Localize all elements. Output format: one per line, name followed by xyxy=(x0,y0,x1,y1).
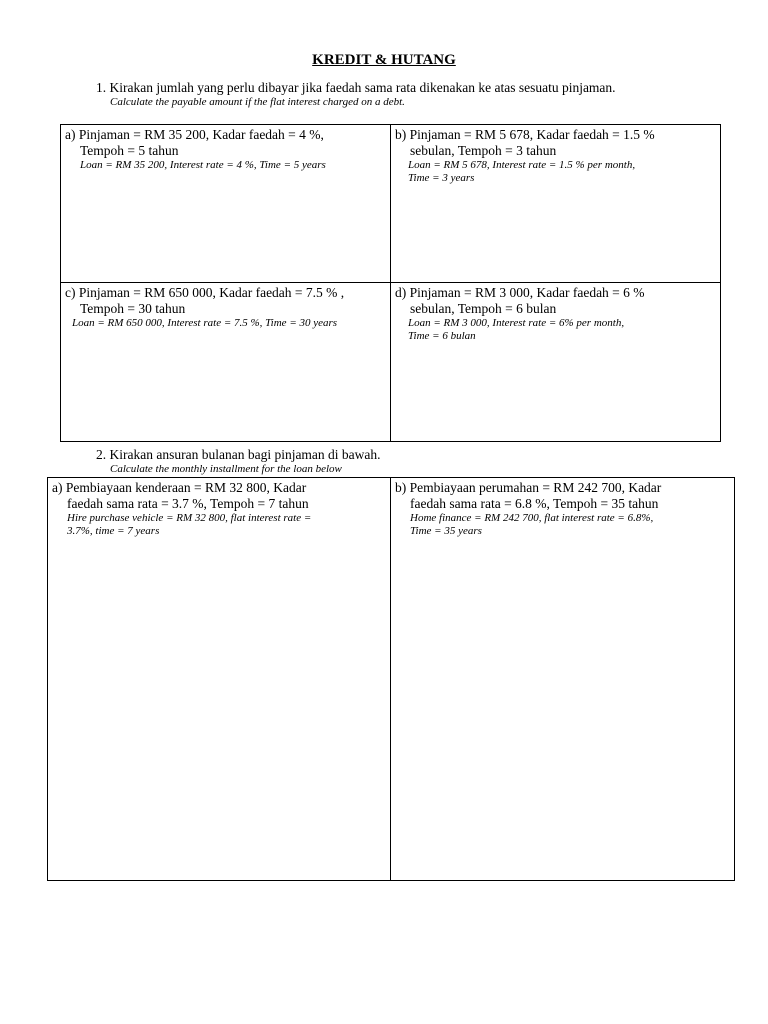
answer-box-2b[interactable] xyxy=(391,478,734,880)
item-2a-line2: faedah sama rata = 3.7 %, Tempoh = 7 tahun xyxy=(67,496,309,511)
item-2a-line1: a) Pembiayaan kenderaan = RM 32 800, Kadar xyxy=(52,480,307,495)
question-2-answer-grid xyxy=(47,477,735,881)
answer-box-1b[interactable] xyxy=(391,125,720,283)
question-1-translation: Calculate the payable amount if the flat interest charged on a debt. xyxy=(110,96,405,108)
answer-box-1d[interactable] xyxy=(391,283,720,441)
item-1b-translation: Loan = RM 5 678, Interest rate = 1.5 % per month, Time = 3 years xyxy=(408,159,636,184)
answer-box-1c[interactable] xyxy=(61,283,391,441)
item-1d-line1: d) Pinjaman = RM 3 000, Kadar faedah = 6 % xyxy=(395,285,645,300)
item-1d-translation: Loan = RM 3 000, Interest rate = 6% per month, Time = 6 bulan xyxy=(408,317,625,342)
question-1-answer-grid xyxy=(60,124,721,442)
item-2a-translation: Hire purchase vehicle = RM 32 800, flat interest rate = 3.7%, time = 7 years xyxy=(67,512,312,537)
question-1 xyxy=(96,80,616,109)
item-2b-line2: faedah sama rata = 6.8 %, Tempoh = 35 tahun xyxy=(410,496,659,511)
question-2-text: 2. Kirakan ansuran bulanan bagi pinjaman di bawah. xyxy=(96,447,381,462)
question-1-text: 1. Kirakan jumlah yang perlu dibayar jika faedah sama rata dikenakan ke atas sesuatu pinjaman. xyxy=(96,80,616,95)
item-1c-line1: c) Pinjaman = RM 650 000, Kadar faedah = 7.5 % , xyxy=(65,285,345,300)
item-1c-translation: Loan = RM 650 000, Interest rate = 7.5 %, Time = 30 years xyxy=(72,317,338,329)
answer-box-1a[interactable] xyxy=(61,125,391,283)
item-2b-line1: b) Pembiayaan perumahan = RM 242 700, Kadar xyxy=(395,480,662,495)
answer-box-2a[interactable] xyxy=(48,478,391,880)
item-2b-translation: Home finance = RM 242 700, flat interest rate = 6.8%, Time = 35 years xyxy=(410,512,654,537)
page-title: KREDIT & HUTANG xyxy=(312,52,456,68)
item-1d-line2: sebulan, Tempoh = 6 bulan xyxy=(410,301,557,316)
item-1b-line1: b) Pinjaman = RM 5 678, Kadar faedah = 1.5 % xyxy=(395,127,655,142)
question-2 xyxy=(96,447,381,476)
question-2-translation: Calculate the monthly installment for the loan below xyxy=(110,463,342,475)
item-1c-line2: Tempoh = 30 tahun xyxy=(80,301,186,316)
item-1b-line2: sebulan, Tempoh = 3 tahun xyxy=(410,143,557,158)
item-1a-line2: Tempoh = 5 tahun xyxy=(80,143,179,158)
item-1a-translation: Loan = RM 35 200, Interest rate = 4 %, Time = 5 years xyxy=(80,159,326,171)
item-1a-line1: a) Pinjaman = RM 35 200, Kadar faedah = 4 %, xyxy=(65,127,324,142)
